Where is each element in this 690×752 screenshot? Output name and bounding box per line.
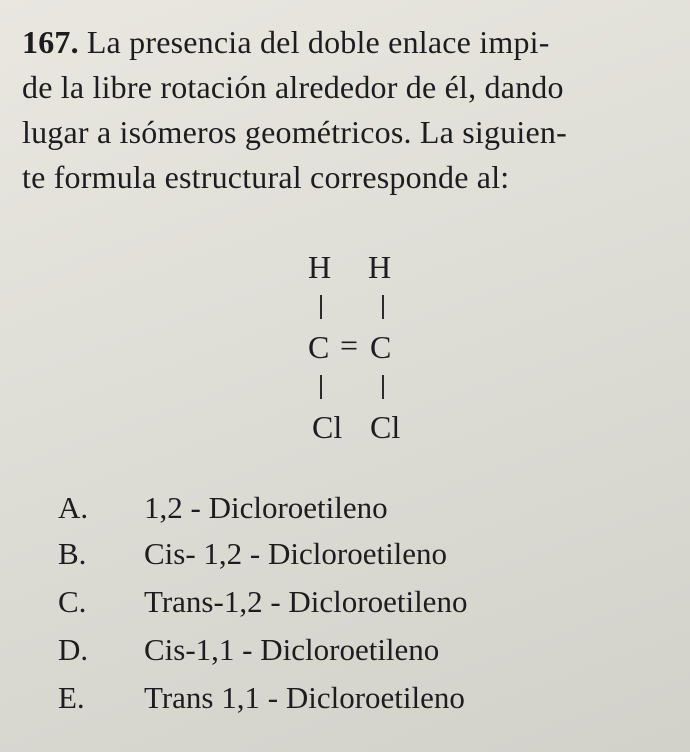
bond-h-c-right — [382, 295, 384, 319]
carbon-right: C — [370, 329, 392, 365]
option-text: Trans-1,2 - Dicloroetileno — [144, 584, 468, 619]
question-line-3: lugar a isómeros geométricos. La siguien- — [22, 114, 567, 150]
bond-h-c-left — [320, 295, 322, 319]
question-number: 167. — [22, 24, 79, 60]
carbon-left: C — [308, 329, 330, 365]
option-text: Cis- 1,2 - Dicloroetileno — [144, 536, 448, 571]
option-letter: C. — [58, 584, 87, 619]
option-text: 1,2 - Dicloroetileno — [144, 490, 388, 525]
bond-c-cl-right — [382, 375, 384, 399]
option-letter: D. — [58, 632, 89, 667]
bond-c-cl-left — [320, 375, 322, 399]
hydrogen-right: H — [368, 249, 392, 285]
question-line-4: te formula estructural corresponde al: — [22, 159, 510, 195]
double-bond: = — [340, 327, 359, 363]
hydrogen-left: H — [308, 249, 332, 285]
structural-formula — [290, 235, 440, 455]
option-text: Trans 1,1 - Dicloroetileno — [144, 680, 465, 715]
question-line-1: 167. La presencia del doble enlace impi- — [22, 24, 550, 60]
question-line-2: de la libre rotación alrededor de él, dando — [22, 69, 564, 105]
option-text: Cis-1,1 - Dicloroetileno — [144, 632, 440, 667]
option-letter: B. — [58, 536, 87, 571]
option-letter: A. — [58, 490, 89, 525]
question-text — [22, 20, 672, 200]
chlorine-left: Cl — [312, 409, 343, 445]
option-letter: E. — [58, 680, 85, 715]
chlorine-right: Cl — [370, 409, 401, 445]
